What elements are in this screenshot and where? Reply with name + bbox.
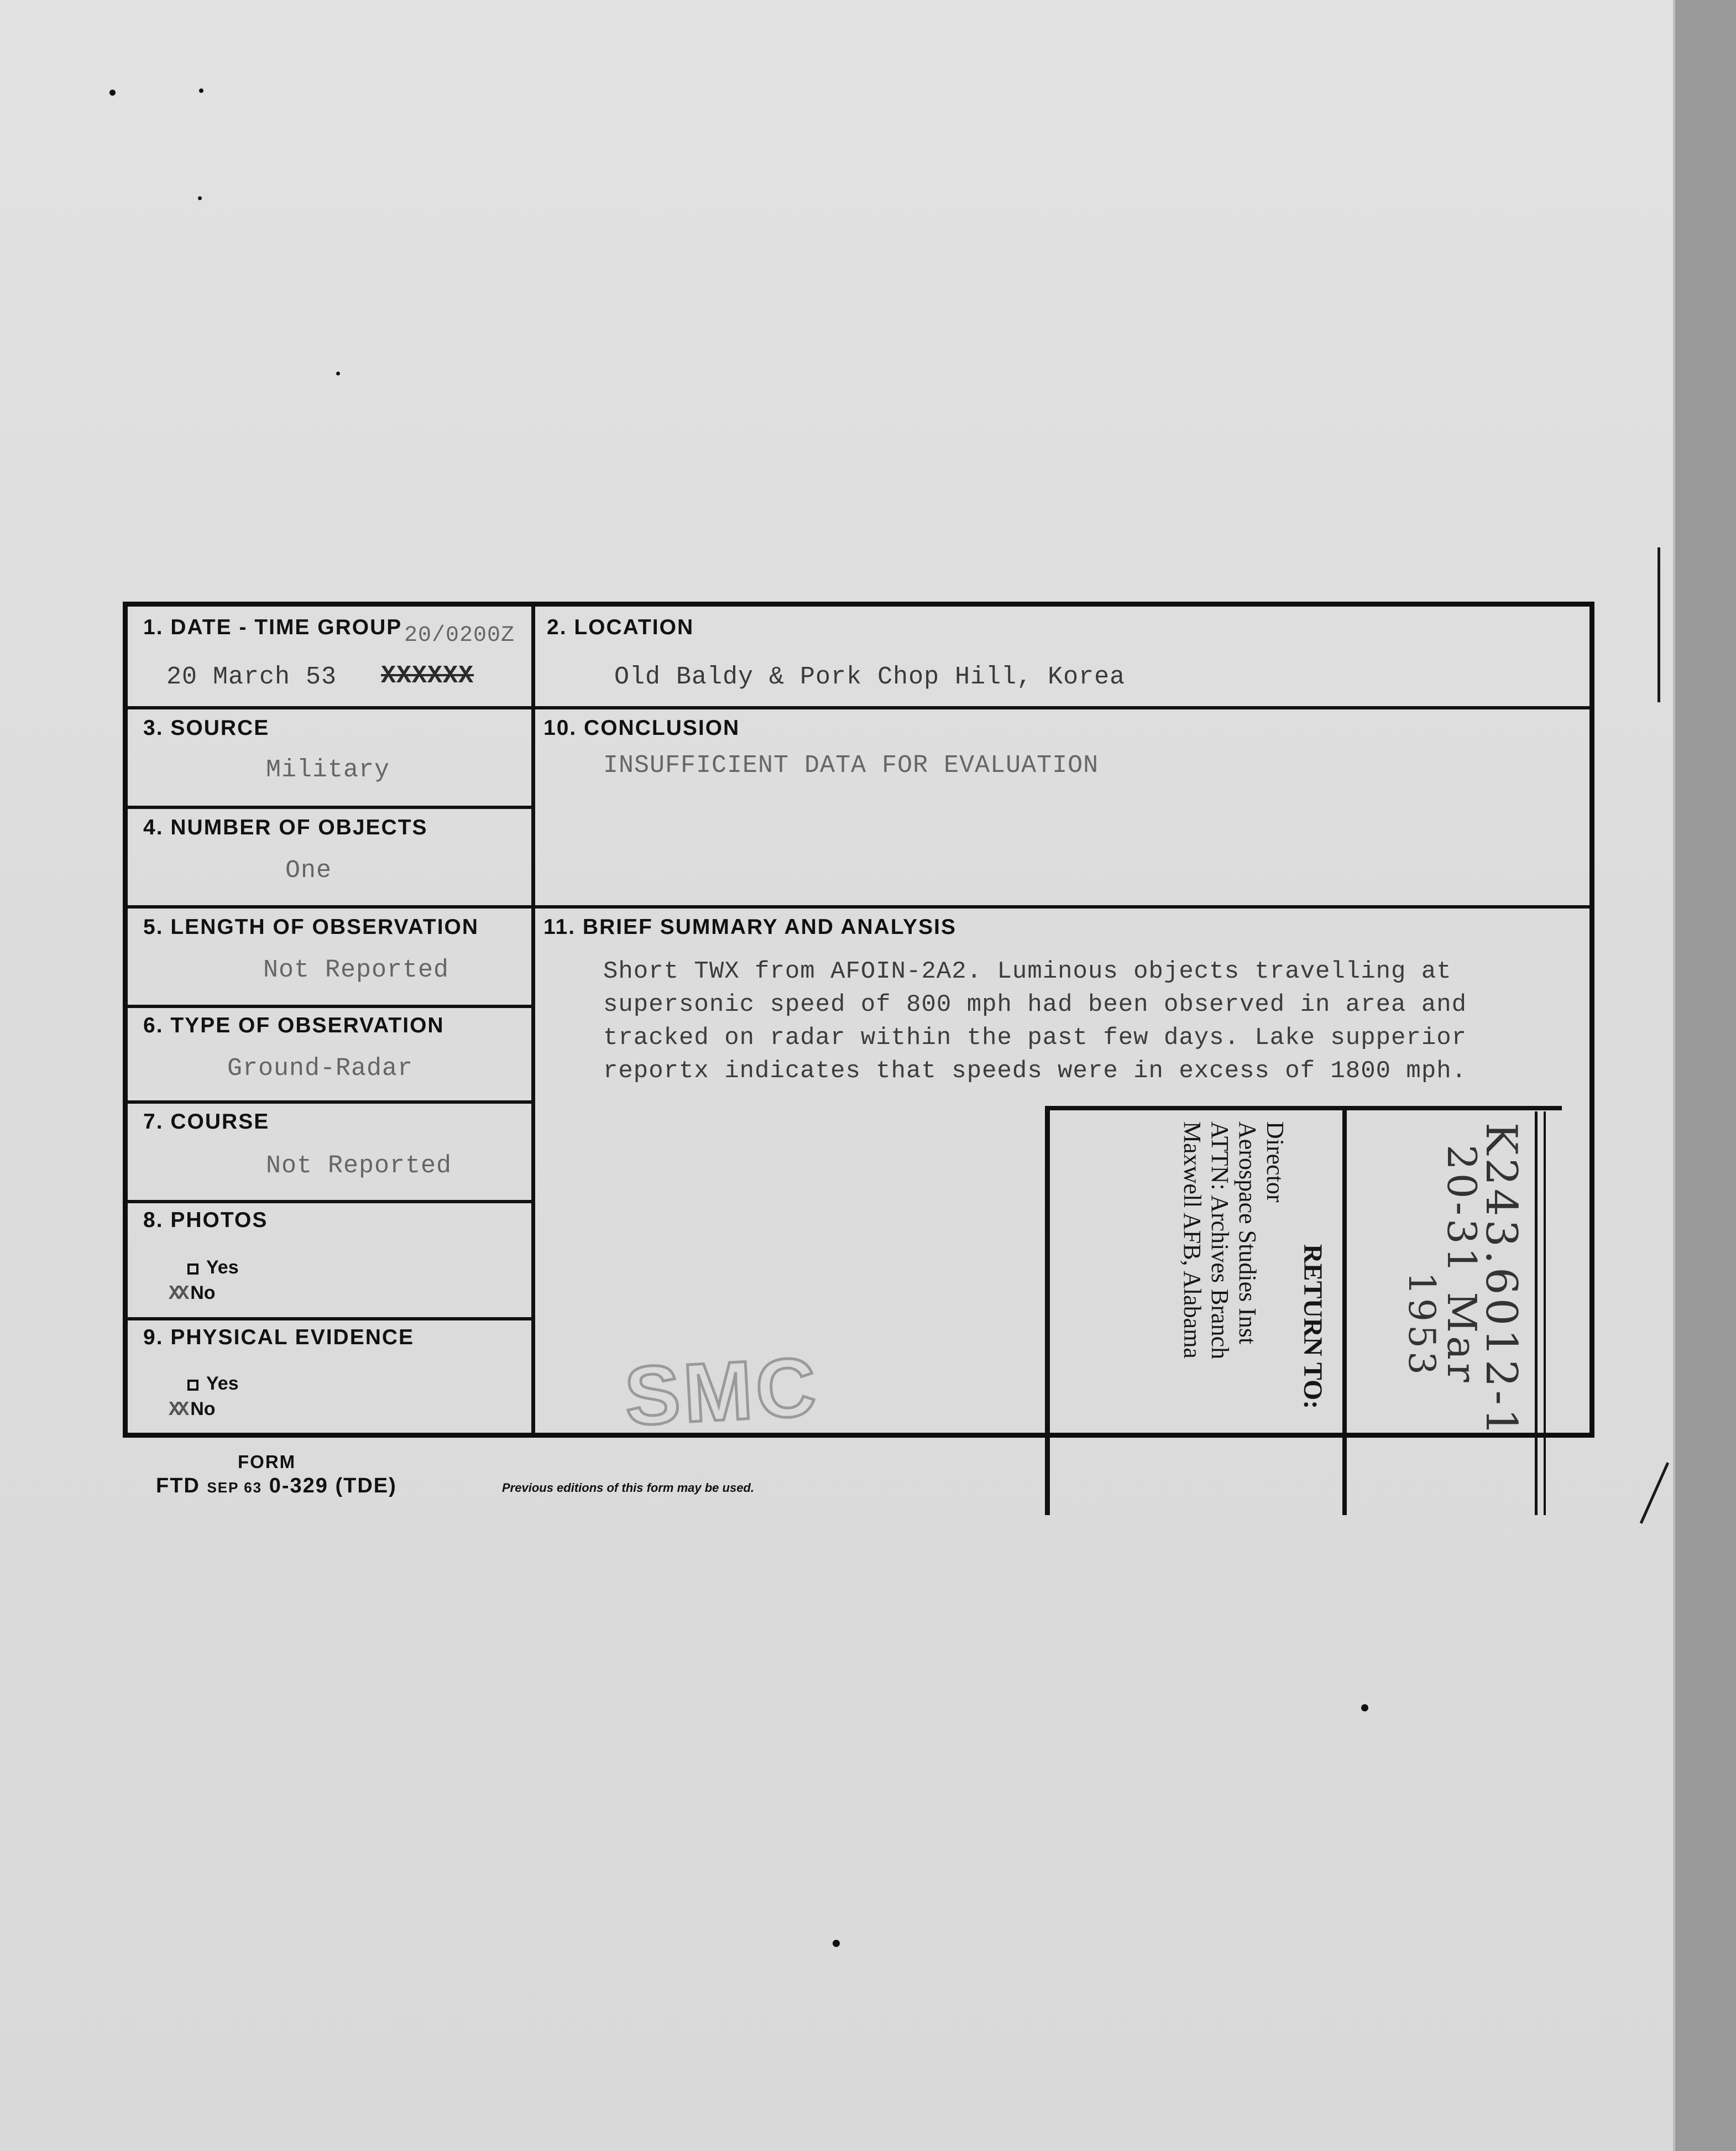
stamp-top-border bbox=[1045, 1106, 1562, 1110]
source-label: 3. SOURCE bbox=[143, 716, 270, 740]
checkbox-empty-icon bbox=[187, 1380, 198, 1391]
struck-time-value: XXXXXX bbox=[381, 662, 474, 690]
location-label: 2. LOCATION bbox=[547, 615, 694, 639]
checkbox-empty-icon bbox=[187, 1264, 198, 1275]
number-of-objects-value: One bbox=[285, 857, 332, 885]
handwritten-archive-number: K243.6012-1 bbox=[1476, 1123, 1526, 1439]
scan-speck bbox=[336, 372, 340, 375]
column-divider bbox=[531, 607, 535, 1433]
handwritten-year: 1953 bbox=[1400, 1272, 1443, 1378]
scan-speck bbox=[198, 196, 202, 200]
stamp-right-border bbox=[1535, 1111, 1538, 1515]
form-date: SEP 63 bbox=[207, 1479, 263, 1496]
photos-yes-label: Yes bbox=[206, 1257, 239, 1278]
scan-speck bbox=[199, 88, 203, 93]
photos-label: 8. PHOTOS bbox=[143, 1208, 268, 1232]
number-of-objects-label: 4. NUMBER OF OBJECTS bbox=[143, 816, 428, 839]
row-divider bbox=[128, 1317, 531, 1320]
typed-x-mark-icon: XX bbox=[169, 1398, 186, 1421]
row-divider bbox=[128, 1005, 531, 1008]
date-value: 20 March 53 bbox=[166, 663, 337, 691]
row-divider bbox=[128, 806, 531, 809]
length-of-observation-value: Not Reported bbox=[263, 956, 449, 984]
row-divider bbox=[128, 905, 1589, 909]
scan-speck bbox=[1361, 1704, 1368, 1711]
summary-line: reportx indicates that speeds were in excess of 1800 mph. bbox=[603, 1057, 1467, 1085]
conclusion-label: 10. CONCLUSION bbox=[543, 716, 740, 740]
conclusion-value: INSUFFICIENT DATA FOR EVALUATION bbox=[603, 751, 1099, 780]
date-time-value: 20/0200Z bbox=[404, 623, 515, 648]
summary-line: tracked on radar within the past few days. Lake supperior bbox=[603, 1024, 1467, 1052]
type-of-observation-label: 6. TYPE OF OBSERVATION bbox=[143, 1014, 445, 1037]
course-value: Not Reported bbox=[266, 1152, 452, 1180]
row-divider bbox=[128, 1200, 531, 1203]
physical-evidence-label: 9. PHYSICAL EVIDENCE bbox=[143, 1325, 415, 1349]
summary-label: 11. BRIEF SUMMARY AND ANALYSIS bbox=[543, 915, 956, 939]
row-divider bbox=[128, 1100, 531, 1104]
stamp-line: Aerospace Studies Inst bbox=[1234, 1121, 1261, 1345]
scan-speck bbox=[109, 90, 116, 96]
date-time-group-label: 1. DATE - TIME GROUP bbox=[143, 615, 402, 639]
scan-border-strip bbox=[1675, 0, 1736, 2151]
physical-evidence-yes-option bbox=[187, 1373, 239, 1395]
photos-no-option bbox=[169, 1282, 216, 1305]
length-of-observation-label: 5. LENGTH OF OBSERVATION bbox=[143, 915, 479, 939]
form-number: 0-329 (TDE) bbox=[269, 1474, 397, 1497]
smc-stamp: SMC bbox=[622, 1339, 822, 1443]
course-label: 7. COURSE bbox=[143, 1110, 270, 1134]
stamp-left-border bbox=[1045, 1106, 1050, 1515]
scan-line bbox=[1657, 547, 1660, 702]
return-to-stamp bbox=[1045, 1106, 1562, 1515]
stamp-line: ATTN: Archives Branch bbox=[1206, 1121, 1233, 1360]
handwritten-date-range: 20-31 Mar bbox=[1439, 1145, 1485, 1386]
summary-line: supersonic speed of 800 mph had been observed in area and bbox=[603, 991, 1467, 1019]
location-value: Old Baldy & Pork Chop Hill, Korea bbox=[614, 663, 1126, 691]
stamp-line: Maxwell AFB, Alabama bbox=[1179, 1121, 1206, 1359]
source-value: Military bbox=[266, 756, 390, 784]
form-prefix: FTD bbox=[156, 1474, 200, 1497]
previous-editions-note: Previous editions of this form may be used. bbox=[502, 1481, 754, 1495]
physical-evidence-no-option bbox=[169, 1398, 216, 1421]
physical-evidence-yes-label: Yes bbox=[206, 1373, 239, 1394]
scan-speck bbox=[833, 1940, 840, 1947]
stamp-line: Director bbox=[1262, 1121, 1289, 1203]
physical-evidence-no-label: No bbox=[190, 1398, 216, 1419]
photos-yes-option bbox=[187, 1257, 239, 1278]
summary-line: Short TWX from AFOIN-2A2. Luminous objects travelling at bbox=[603, 958, 1452, 985]
photos-no-label: No bbox=[190, 1282, 216, 1303]
type-of-observation-value: Ground-Radar bbox=[227, 1054, 414, 1083]
stamp-right-border bbox=[1544, 1111, 1546, 1515]
stamp-divider bbox=[1342, 1110, 1347, 1515]
summary-text bbox=[603, 955, 1598, 1088]
row-divider bbox=[128, 706, 1589, 709]
form-designation bbox=[156, 1474, 397, 1498]
form-label: FORM bbox=[238, 1452, 296, 1472]
typed-x-mark-icon: XX bbox=[169, 1282, 186, 1305]
stamp-heading: RETURN TO: bbox=[1298, 1244, 1327, 1409]
